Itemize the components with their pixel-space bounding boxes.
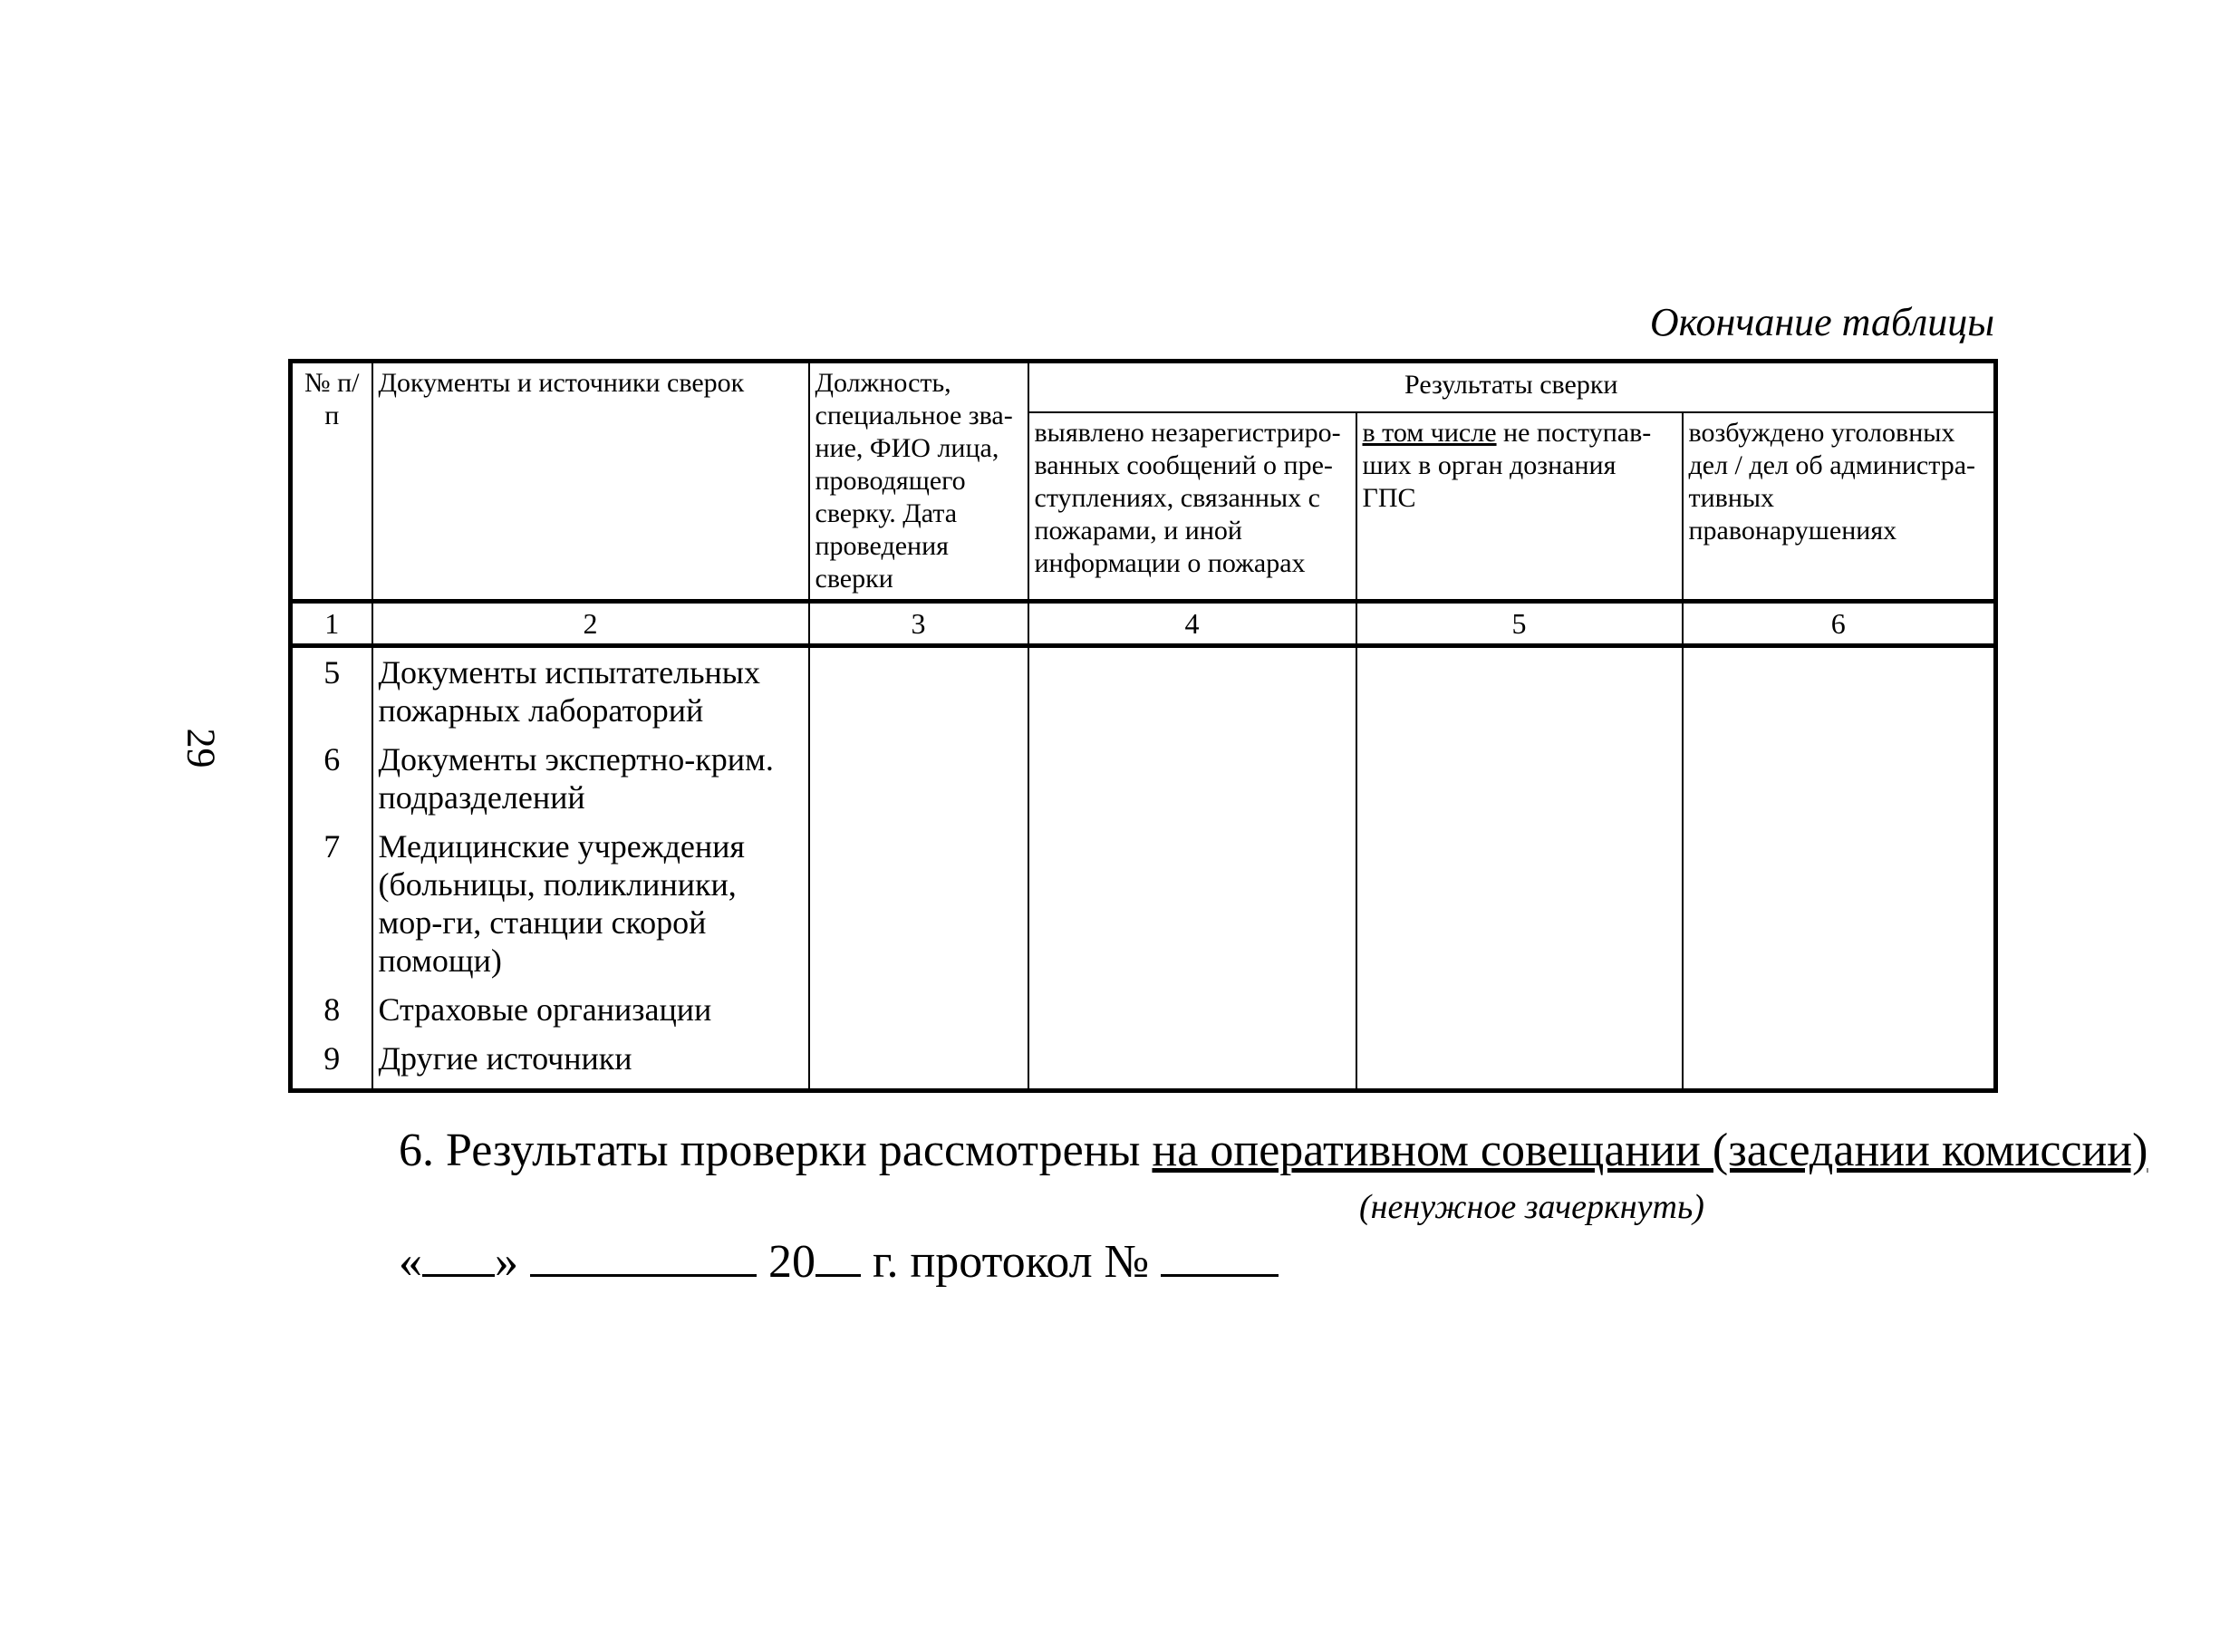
header-col4: выявлено незарегистриро-ванных сообщений о пре-ступлениях, связанных с пожарами, и иной информации о пожарах <box>1028 412 1356 602</box>
header-col5 <box>1356 412 1683 602</box>
close-quote: » <box>495 1236 518 1288</box>
result-prefix: 6. Результаты проверки рассмотрены <box>399 1125 1153 1176</box>
row-cell-empty <box>1356 822 1683 985</box>
result-statement <box>399 1124 2147 1177</box>
column-number: 6 <box>1683 602 1996 646</box>
row-cell-empty <box>809 646 1028 736</box>
row-cell-empty <box>809 822 1028 985</box>
table-row <box>291 985 1996 1034</box>
row-doc: Страховые организации <box>372 985 809 1034</box>
row-cell-empty <box>809 1034 1028 1091</box>
row-doc: Документы испытательных пожарных лабораторий <box>372 646 809 736</box>
column-number: 5 <box>1356 602 1683 646</box>
table-row <box>291 822 1996 985</box>
protocol-line <box>399 1232 1279 1289</box>
page-number: 29 <box>179 728 224 768</box>
header-results-group: Результаты сверки <box>1028 362 1996 412</box>
row-cell-empty <box>1356 646 1683 736</box>
row-num: 8 <box>291 985 372 1034</box>
row-cell-empty <box>1356 1034 1683 1091</box>
column-number: 1 <box>291 602 372 646</box>
row-cell-empty <box>809 985 1028 1034</box>
row-num: 7 <box>291 822 372 985</box>
month-blank <box>530 1232 757 1277</box>
row-cell-empty <box>1028 646 1356 736</box>
row-cell-empty <box>1028 735 1356 822</box>
header-documents: Документы и источники сверок <box>372 362 809 602</box>
open-quote: « <box>399 1236 422 1288</box>
row-cell-empty <box>1683 985 1996 1034</box>
table-row <box>291 1034 1996 1091</box>
row-num: 5 <box>291 646 372 736</box>
year-blank <box>815 1232 861 1277</box>
result-meeting-options: на оперативном совещании (заседании комиссии) <box>1152 1125 2148 1176</box>
row-cell-empty <box>1683 646 1996 736</box>
row-cell-empty <box>1356 735 1683 822</box>
year-prefix: 20 <box>768 1236 815 1288</box>
row-cell-empty <box>1683 1034 1996 1091</box>
protocol-label: г. протокол № <box>861 1236 1150 1288</box>
protocol-number-blank <box>1161 1232 1279 1277</box>
row-cell-empty <box>1683 735 1996 822</box>
day-blank <box>422 1232 495 1277</box>
header-col5-rest: не поступав-ших в орган дознания ГПС <box>1362 417 1652 513</box>
table-row <box>291 735 1996 822</box>
result-note: (ненужное зачеркнуть) <box>1359 1188 1704 1226</box>
row-cell-empty <box>1356 985 1683 1034</box>
header-col5-underlined: в том числе <box>1362 417 1497 448</box>
column-number: 3 <box>809 602 1028 646</box>
row-cell-empty <box>1028 1034 1356 1091</box>
row-doc: Документы экспертно-крим. подразделений <box>372 735 809 822</box>
row-cell-empty <box>1028 985 1356 1034</box>
row-num: 6 <box>291 735 372 822</box>
row-cell-empty <box>1683 822 1996 985</box>
row-cell-empty <box>809 735 1028 822</box>
table-row <box>291 646 1996 736</box>
header-num: № п/п <box>291 362 372 602</box>
column-number: 4 <box>1028 602 1356 646</box>
reconciliation-table <box>288 359 1998 1093</box>
row-cell-empty <box>1028 822 1356 985</box>
header-position: Должность, специальное зва-ние, ФИО лица, проводящего сверку. Дата проведения сверки <box>809 362 1028 602</box>
row-doc: Другие источники <box>372 1034 809 1091</box>
header-col6: возбуждено уголовных дел / дел об администра-тивных правонарушениях <box>1683 412 1996 602</box>
row-num: 9 <box>291 1034 372 1091</box>
table-caption: Окончание таблицы <box>1649 300 1994 344</box>
column-number: 2 <box>372 602 809 646</box>
row-doc: Медицинские учреждения (больницы, поликлиники, мор-ги, станции скорой помощи) <box>372 822 809 985</box>
